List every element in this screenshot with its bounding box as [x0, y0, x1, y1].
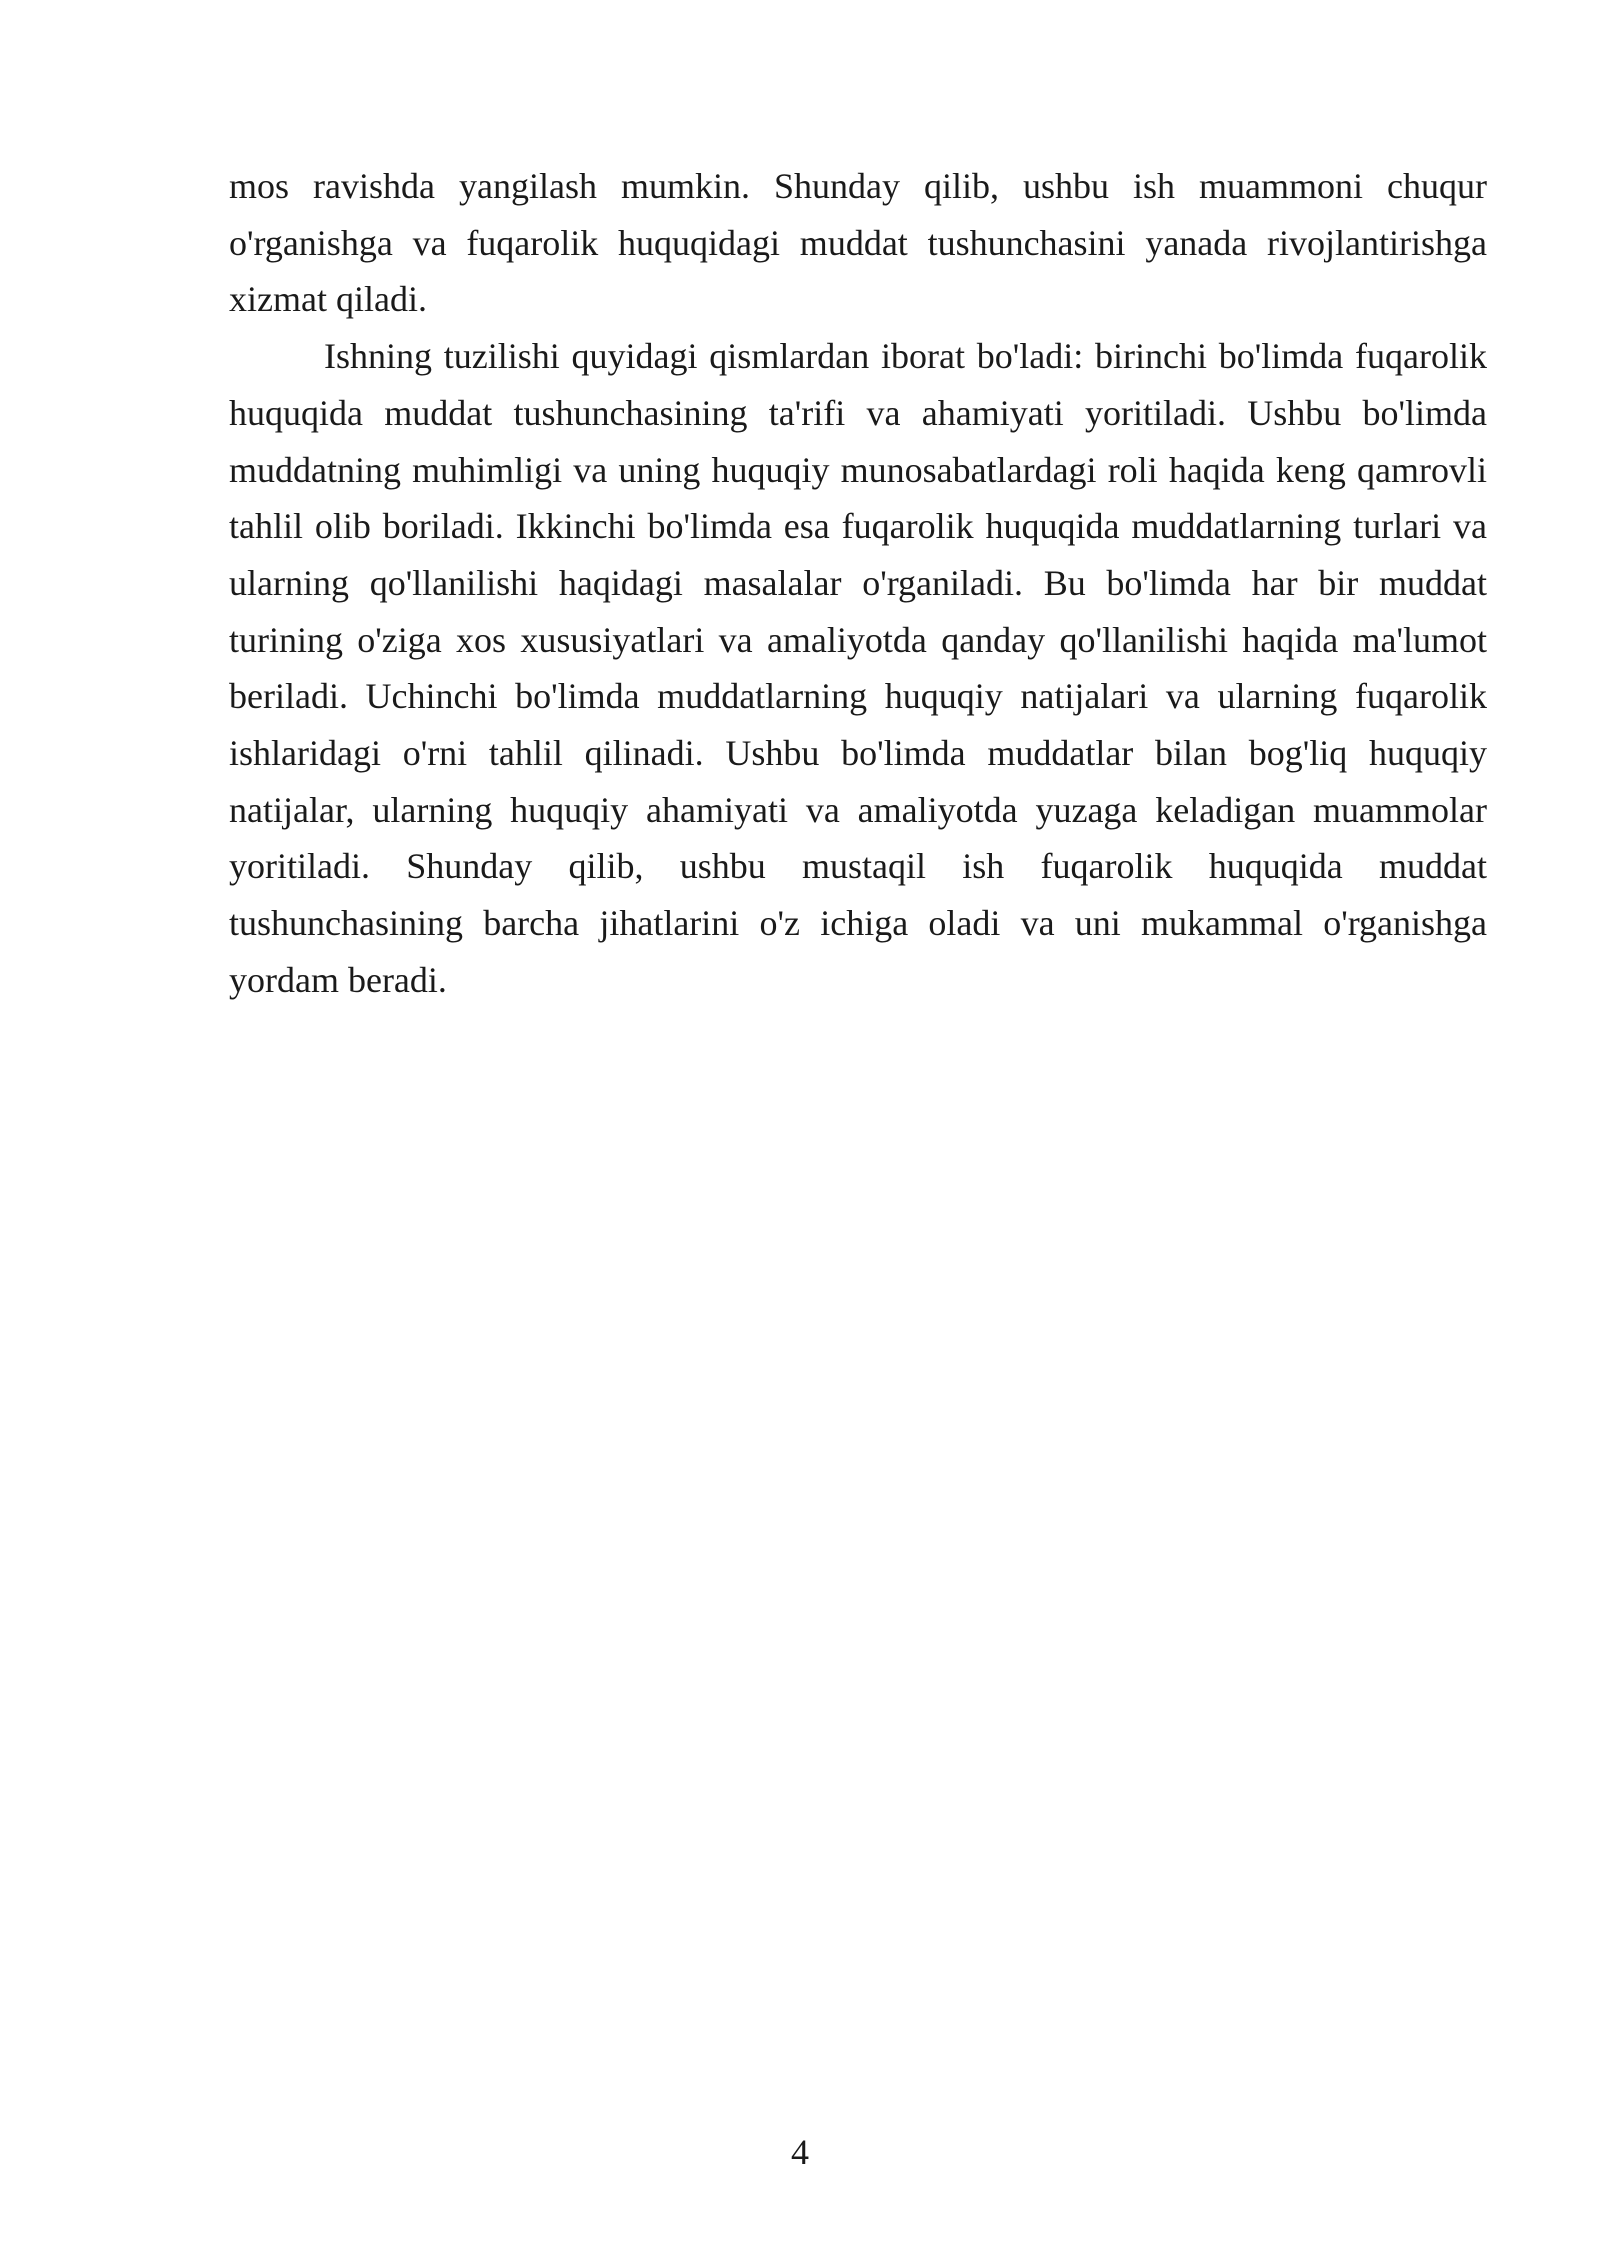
page-number: 4: [791, 2132, 809, 2172]
paragraph-structure: Ishning tuzilishi quyidagi qismlardan iborat bo'ladi: birinchi bo'limda fuqarolik huquqida muddat tushunchasining ta'rifi va ahamiyati yoritiladi. Ushbu bo'limda muddatning muhimligi va uning huquqiy munosabatlardagi roli haqida keng qamrovli tahlil olib boriladi. Ikkinchi bo'limda esa fuqarolik huquqida muddatlarning turlari va ularning qo'llanilishi haqidagi masalalar o'rganiladi. Bu bo'limda har bir muddat turining o'ziga xos xususiyatlari va amaliyotda qanday qo'llanilishi haqida ma'lumot beriladi. Uchinchi bo'limda muddatlarning huquqiy natijalari va ularning fuqarolik ishlaridagi o'rni tahlil qilinadi. Ushbu bo'limda muddatlar bilan bog'liq huquqiy natijalar, ularning huquqiy ahamiyati va amaliyotda yuzaga keladigan muammolar yoritiladi. Shunday qilib, ushbu mustaqil ish fuqarolik huquqida muddat tushunchasining barcha jihatlarini o'z ichiga oladi va uni mukammal o'rganishga yordam beradi.: [229, 336, 1487, 1000]
paragraph-continuation: mos ravishda yangilash mumkin. Shunday qilib, ushbu ish muammoni chuqur o'rganishga va fuqarolik huquqidagi muddat tushunchasini yanada rivojlantirishga xizmat qiladi.: [229, 166, 1487, 320]
body-text: [229, 158, 1487, 1009]
